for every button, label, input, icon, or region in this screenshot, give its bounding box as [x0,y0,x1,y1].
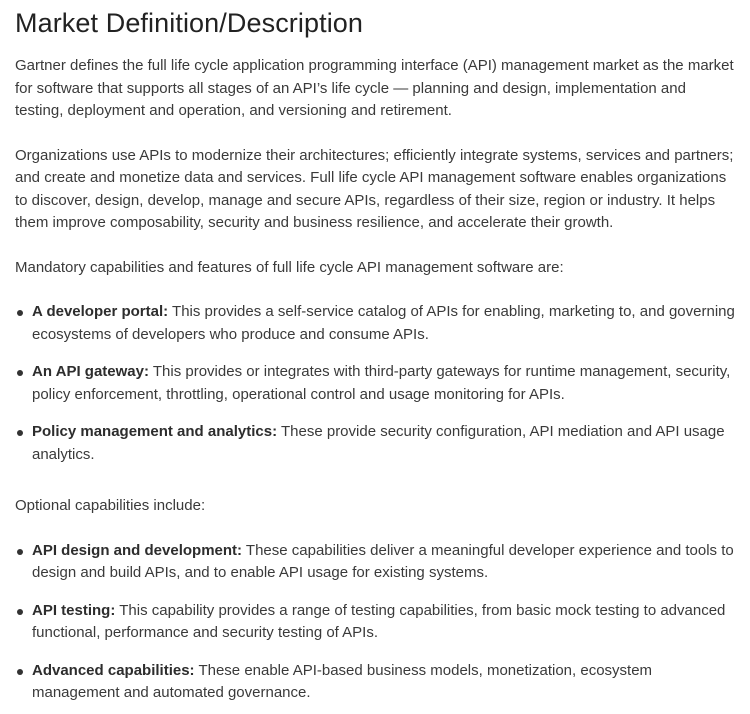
capability-name: API design and development: [32,541,243,559]
page-title: Market Definition/Description [15,8,364,38]
capability-name: API testing: [32,601,116,619]
capability-description: These capabilities deliver a meaningful developer experience and tools to design and build APIs, and to enable API usage for existing systems. [32,541,734,581]
bullet-icon [17,549,23,555]
optional-intro: Optional capabilities include: [15,497,206,514]
bullet-icon [17,609,23,615]
optional-item-api-testing [15,600,738,645]
bullet-icon [17,669,23,675]
capability-description: These enable API-based business models, monetization, ecosystem management and automated governance. [32,661,653,701]
bullet-icon [17,430,23,436]
optional-item-api-design [15,540,738,585]
capability-name: Policy management and analytics: [32,423,278,440]
bullet-icon [17,370,23,376]
capability-description: This capability provides a range of testing capabilities, from basic mock testing to advanced functional, performance and security testing of APIs. [32,601,726,641]
capability-description: This provides a self-service catalog of APIs for enabling, marketing to, and governing ecosystems of developers who produce and consume APIs. [32,303,735,343]
capability-name: Advanced capabilities: [32,661,195,679]
capability-name: A developer portal: [32,303,169,320]
optional-item-advanced-capabilities [15,660,738,705]
capability-name: An API gateway: [32,363,149,380]
definition-paragraph: Gartner defines the full life cycle application programming interface (API) management market as the market for software that supports all stages of an API’s life cycle — planning and design, implementation and testing, deployment and operation, and versioning and retirement. [15,57,734,119]
optional-capabilities-list [15,540,738,705]
capability-description: This provides or integrates with third-party gateways for runtime management, security, policy enforcement, throttling, operational control and usage monitoring for APIs. [32,363,731,403]
bullet-icon [17,310,23,316]
mandatory-item-developer-portal [15,301,738,346]
mandatory-item-policy-management [15,421,738,466]
mandatory-intro: Mandatory capabilities and features of full life cycle API management software are: [15,258,564,276]
mandatory-item-api-gateway [15,361,738,406]
capability-description: These provide security configuration, API mediation and API usage analytics. [32,423,725,463]
organizations-paragraph: Organizations use APIs to modernize their architectures; efficiently integrate systems, services and partners; and create and monetize data and services. Full life cycle API management software enables organizations to discover, design, develop, manage and secure APIs, regardless of their size, region or industry. It helps them improve composability, security and business resilience, and accelerate their growth. [15,146,734,231]
mandatory-capabilities-list [15,301,738,466]
